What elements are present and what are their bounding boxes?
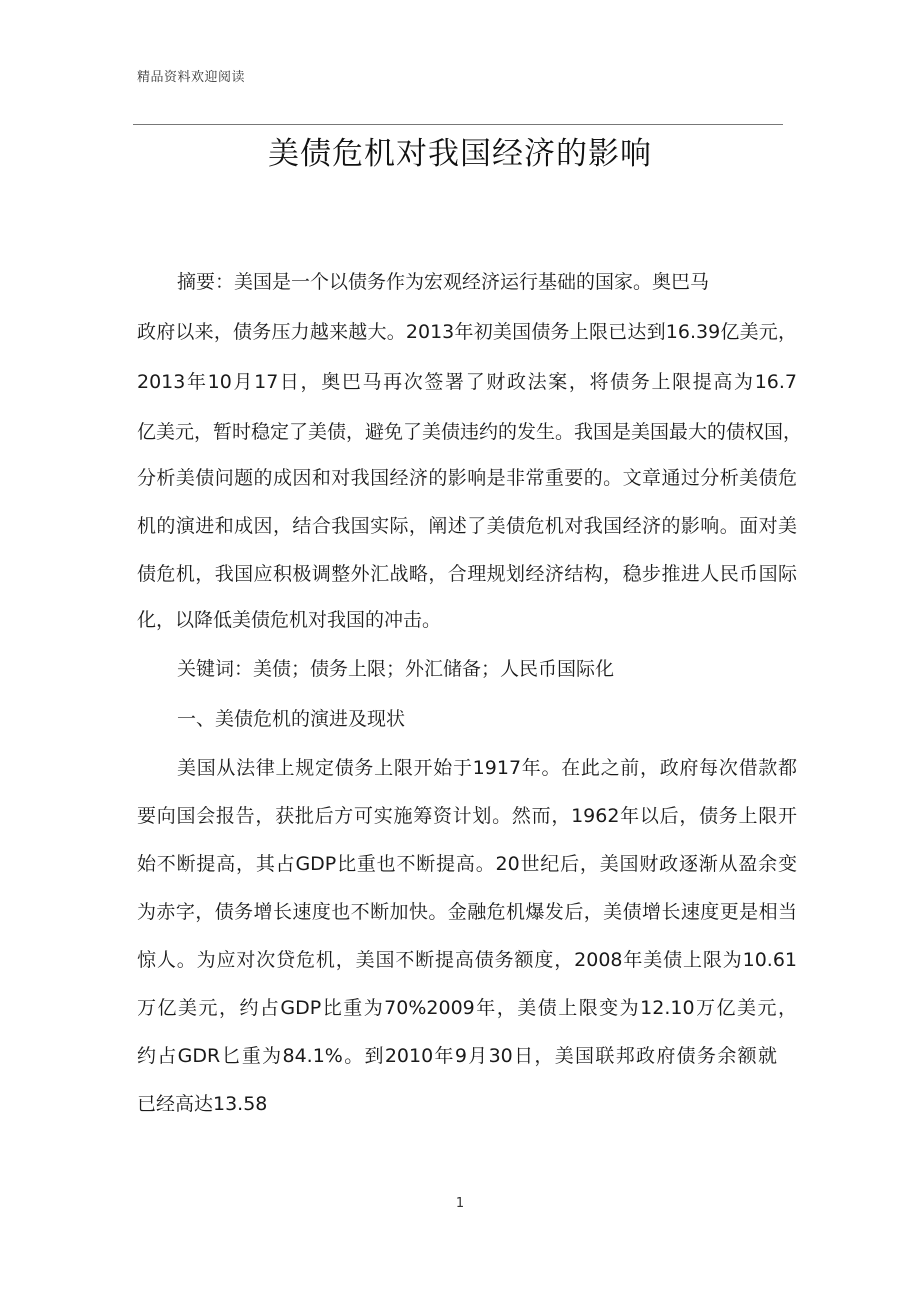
abstract-line: 政府以来，债务压力越来越大。2013年初美国债务上限已达到16.39亿美元， — [137, 321, 797, 343]
body-line: 要向国会报告，获批后方可实施筹资计划。然而，1962年以后，债务上限开 — [137, 805, 797, 827]
body-line: 惊人。为应对次贷危机，美国不断提高债务额度，2008年美债上限为10.61 — [137, 949, 797, 971]
section-heading: 一、美债危机的演进及现状 — [177, 708, 406, 730]
abstract-line: 2013年10月17日，奥巴马再次签署了财政法案，将债务上限提高为16.7 — [137, 371, 797, 393]
body-line: 为赤字，债务增长速度也不断加快。金融危机爆发后，美债增长速度更是相当 — [137, 901, 797, 923]
abstract-line: 亿美元，暂时稳定了美债，避免了美债违约的发生。我国是美国最大的债权国， — [137, 421, 803, 443]
body-line: 万亿美元，约占GDP比重为70%2009年，美债上限变为12.10万亿美元， — [137, 997, 797, 1019]
page-header-text: 精品资料欢迎阅读 — [137, 70, 246, 85]
abstract-line: 化，以降低美债危机对我国的冲击。 — [137, 609, 442, 631]
body-line: 约占GDR匕重为84.1%。到2010年9月30日，美国联邦政府债务余额就 — [137, 1045, 777, 1067]
body-line: 已经高达13.58 — [137, 1093, 268, 1115]
abstract-line: 分析美债问题的成因和对我国经济的影响是非常重要的。文章通过分析美债危 — [137, 467, 797, 489]
abstract-line: 债危机，我国应积极调整外汇战略，合理规划经济结构，稳步推进人民币国际 — [137, 563, 797, 585]
body-line: 始不断提高，其占GDP比重也不断提高。20世纪后，美国财政逐渐从盈余变 — [137, 853, 797, 875]
body-line: 美国从法律上规定债务上限开始于1917年。在此之前，政府每次借款都 — [177, 757, 797, 779]
abstract-line: 摘要：美国是一个以债务作为宏观经济运行基础的国家。奥巴马 — [177, 271, 710, 293]
page-number: 1 — [455, 1196, 465, 1211]
abstract-line: 机的演进和成因，结合我国实际，阐述了美债危机对我国经济的影响。面对美 — [137, 515, 797, 537]
keywords-line: 关键词：美债；债务上限；外汇储备；人民币国际化 — [177, 658, 615, 680]
document-title: 美债危机对我国经济的影响 — [268, 136, 652, 172]
header-divider — [133, 124, 783, 125]
